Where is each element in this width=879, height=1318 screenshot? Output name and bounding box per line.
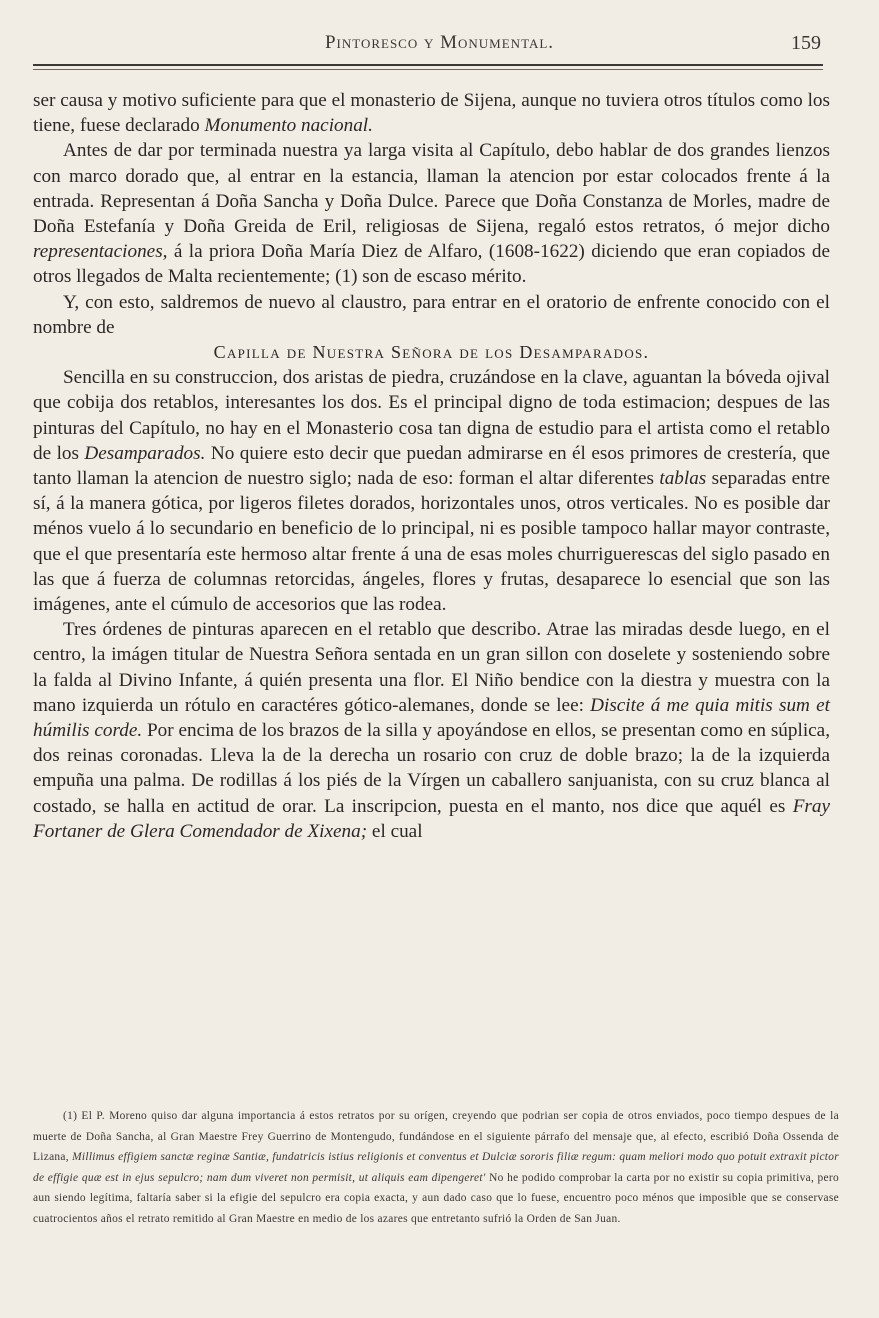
paragraph-4-text-c: separadas entre sí, á la manera gótica, por ligeros filetes dorados, horizontales unos, otros verticales. No es posible dar ménos vuelo á lo secundario en beneficio de lo principal, ni es posible tampoco hallar mayor contraste, que el que presentaría este hermoso altar frente á una de esas moles churriguerescas del siglo pasado en las que á fuerza de columnas retorcidas, ángeles, flores y frutas, desaparece lo esencial que son las imágenes, ante el cúmulo de accesorios que las rodea. (33, 468, 830, 616)
header-rule-thin (33, 69, 823, 70)
running-title: Pintoresco y Monumental. (324, 32, 555, 53)
paragraph-2 (33, 138, 830, 289)
running-head (0, 30, 879, 56)
footnotes (33, 1106, 839, 1230)
paragraph-4-italic-2: tablas (659, 468, 707, 490)
paragraph-5-text-a: Tres órdenes de pinturas aparecen en el retablo que describo. Atrae las miradas desde luego, en el centro, la imágen titular de Nuestra Señora sentada en un gran sillon con doselete y sosteniendo sobre la falda al Divino Infante, á quién presenta una flor. El Niño bendice con la diestra y muestra con la mano izquierda un rótulo en caractéres gótico-alemanes, donde se lee: (33, 619, 830, 716)
footnote-1-latin-quote: Millimus effigiem sanctæ reginæ Santiæ, fundatricis istius religionis et conventus et Dulciæ sororis filiæ regum: quam meliori modo quo potuit extraxit pictor de effigie quæ est in ejus sepulcro; nam dum viveret non permisit, ut aliquis eam dipengeret' (33, 1151, 839, 1184)
paragraph-2-italic: representaciones, (33, 241, 168, 263)
section-heading: Capilla de Nuestra Señora de los Desamparados. (213, 342, 650, 363)
paragraph-5-italic-2: Fray Fortaner de Glera Comendador de Xixena; (33, 795, 830, 842)
paragraph-5-italic-1: Discite á me quia mitis sum et húmilis corde. (33, 694, 830, 742)
page-number: 159 (791, 32, 821, 54)
paragraph-3: Y, con esto, saldremos de nuevo al claustro, para entrar en el oratorio de enfrente conocido con el nombre de (33, 291, 830, 338)
paragraph-2-text-b: á la priora Doña María Diez de Alfaro, (1608-1622) diciendo que eran copiados de otros llegados de Malta recientemente; (1) son de escaso mérito. (33, 241, 830, 288)
footnote-1 (33, 1106, 839, 1230)
paragraph-4 (33, 365, 830, 617)
footnote-1-text-a: (1) El P. Moreno quiso dar alguna importancia á estos retratos por su orígen, creyendo que podrian ser copia de otros enviados, poco tiempo despues de la muerte de Doña Sancha, al Gran Maestre Frey Guerrino de Montengudo, fundándose en el siguiente párrafo del mensaje que, al efecto, escribió Doña Ossenda de Lizana, (33, 1110, 839, 1164)
header-rule-thick (33, 64, 823, 66)
paragraph-2-text-a: Antes de dar por terminada nuestra ya larga visita al Capítulo, debo hablar de dos grandes lienzos con marco dorado que, al entrar en la estancia, llaman la atencion por estar colocados frente á la entrada. Representan á Doña Sancha y Doña Dulce. Parece que Doña Constanza de Morles, madre de Doña Estefanía y Doña Greida de Eril, religiosas de Sijena, regaló estos retratos, ó mejor dicho (33, 140, 830, 238)
paragraph-5-text-b: Por encima de los brazos de la silla y apoyándose en ellos, se presentan como en súplica, dos reinas coronadas. Lleva la de la derecha un rosario con cruz de doble brazo; la de la izquierda empuña una palma. De rodillas á los piés de la Vírgen un caballero sanjuanista, con su cruz blanca al costado, se halla en actitud de orar. La inscripcion, puesta en el manto, nos dice que aquél es (33, 720, 830, 817)
paragraph-1 (33, 88, 830, 138)
paragraph-1-italic: Monumento nacional. (204, 115, 373, 137)
footnote-1-text-b: No he podido comprobar la carta por no existir su copia primitiva, pero aun siendo legítima, faltaría saber si la efigie del sepulcro era copia exacta, y aun dado caso que lo fuese, encuentro poco ménos que imposible que se conservase cuatrocientos años el retrato remitido al Gran Maestre en medio de los azares que entretanto sufrió la Orden de San Juan. (33, 1171, 839, 1225)
paragraph-4-text-a: Sencilla en su construccion, dos aristas de piedra, cruzándose en la clave, aguantan la bóveda ojival que cobija dos retablos, interesantes los dos. Es el principal digno de toda estimacion; despues de las pinturas del Capítulo, no hay en el Monasterio cosa tan digna de estudio para el artista como el retablo de los (33, 367, 830, 464)
paragraph-5 (33, 617, 830, 844)
paragraph-4-text-b: No quiere esto decir que puedan admirarse en él esos primores de crestería, que tanto llaman la atencion de nuestro siglo; nada de eso: forman el altar diferentes (33, 442, 830, 490)
paragraph-4-italic-1: Desamparados. (84, 442, 206, 464)
paragraph-1-text: ser causa y motivo suficiente para que el monasterio de Sijena, aunque no tuviera otros títulos como los tiene, fuese declarado (33, 90, 830, 137)
paragraph-5-text-c: el cual (367, 820, 423, 842)
body-text (33, 88, 830, 844)
